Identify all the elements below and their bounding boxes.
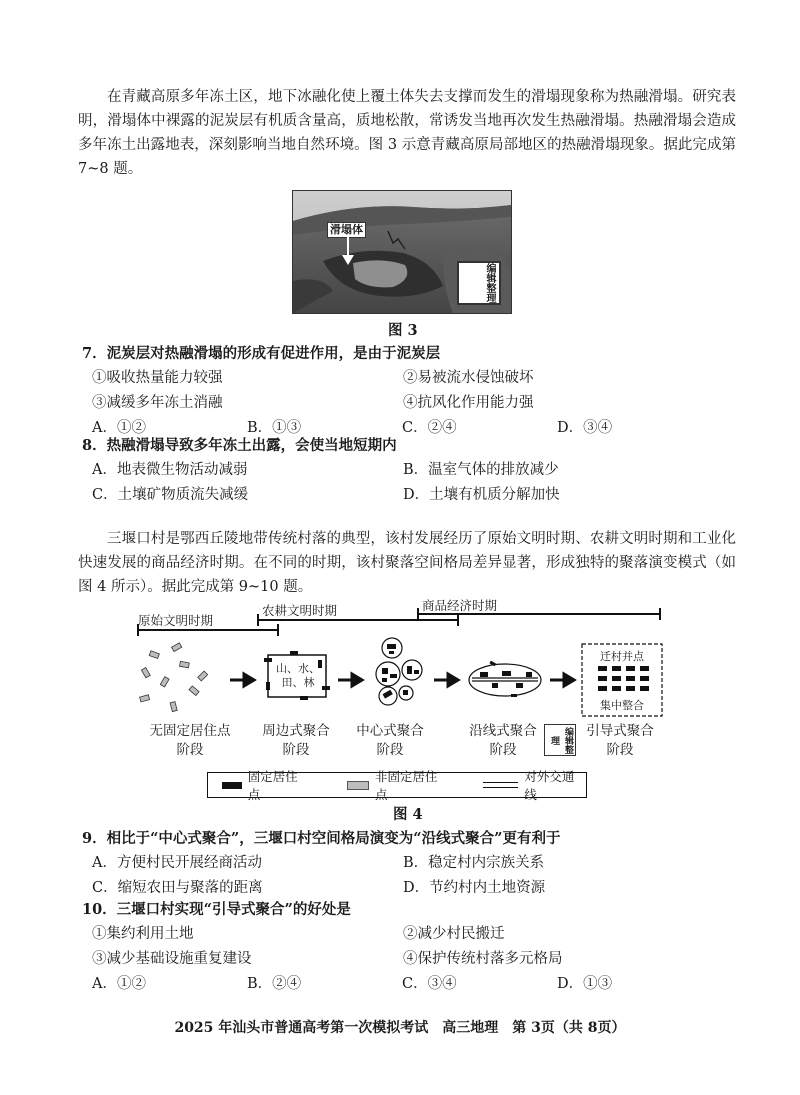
figure-3-photo — [292, 190, 512, 314]
integrate-label: 集中整合 — [600, 699, 644, 712]
stage-label-4 — [443, 722, 563, 760]
slump-body-label: 滑塌体 — [327, 222, 366, 238]
q10-choice-c[interactable]: C．③④ — [402, 976, 457, 992]
question-8-stem: 8．热融滑塌导致多年冻土出露，会使当地短期内 — [82, 437, 397, 454]
stage-4-linear — [469, 661, 541, 697]
stage-2-box-text — [273, 662, 323, 690]
question-10 — [82, 897, 742, 997]
legend-fixed-label: 固定居住点 — [247, 769, 298, 802]
box-text-line: 山、水、 — [276, 662, 320, 675]
stage-suffix: 阶段 — [282, 742, 310, 758]
q8-choice-b[interactable]: B．温室气体的排放减少 — [403, 462, 559, 478]
period-label-agricultural: 农耕文明时期 — [262, 603, 338, 618]
period-label-commodity: 商品经济时期 — [422, 598, 498, 613]
q8-choice-a[interactable]: A．地表微生物活动减弱 — [92, 462, 248, 478]
stage-suffix: 阶段 — [376, 742, 404, 758]
stage-suffix: 阶段 — [489, 742, 517, 758]
arrow-right-icon — [338, 674, 362, 686]
page-footer: 2025 年汕头市普通高考第一次模拟考试 高三地理 第 3页（共 8页） — [174, 1020, 626, 1036]
stage-label-1 — [130, 722, 250, 760]
question-8 — [82, 433, 742, 508]
q8-choice-d[interactable]: D．土壤有机质分解加快 — [403, 487, 560, 503]
q9-choice-d[interactable]: D．节约村内土地资源 — [403, 880, 546, 896]
stage-3-central-clusters — [376, 638, 422, 705]
q7-choice-a[interactable]: A．①② — [92, 420, 146, 436]
q8-choice-c[interactable]: C．土壤矿物质流失减缓 — [92, 487, 249, 503]
q10-item: ③减少基础设施重复建设 — [92, 951, 252, 967]
question-10-stem: 10．三堰口村实现“引导式聚合”的好处是 — [82, 901, 351, 918]
q7-item: ①吸收热量能力较强 — [92, 370, 223, 386]
q7-choice-d[interactable]: D．③④ — [557, 420, 613, 436]
q9-choice-b[interactable]: B．稳定村内宗族关系 — [403, 855, 545, 871]
stage-label-5 — [560, 722, 680, 760]
arrow-right-icon — [230, 674, 254, 686]
passage-1: 在青藏高原多年冻土区，地下冰融化使上覆土体失去支撑而发生的滑塌现象称为热融滑塌。研究表明，滑塌体中裸露的泥炭层有机质含量高，质地松散，常诱发当地再次发生热融滑塌。热融滑塌会造成多年冻土出露地表，深刻影响当地自然环境。图 3 示意青藏高原局部地区的热融滑塌现象。据此完成第 7~8 题。 — [78, 89, 736, 177]
figure-4-caption: 图 4 — [393, 806, 423, 823]
question-9-stem: 9．相比于“中心式聚合”，三堰口村空间格局演变为“沿线式聚合”更有利于 — [82, 830, 561, 847]
legend-road-label: 对外交通线 — [524, 769, 575, 802]
question-7-stem: 7．泥炭层对热融滑塌的形成有促进作用，是由于泥炭层 — [82, 345, 441, 362]
legend-fixed-swatch — [222, 782, 242, 789]
arrow-right-icon — [434, 674, 458, 686]
q10-choice-a[interactable]: A．①② — [92, 976, 146, 992]
relocate-label: 迁村并点 — [600, 650, 644, 663]
watermark-stamp: 编辑整理 — [457, 261, 501, 305]
arrow-right-icon — [550, 674, 574, 686]
q7-item: ③减缓多年冻土消融 — [92, 395, 223, 411]
q9-choice-c[interactable]: C．缩短农田与聚落的距离 — [92, 880, 263, 896]
legend-road-swatch — [483, 782, 518, 788]
stage-1-scattered-points — [140, 643, 208, 712]
question-7 — [82, 341, 742, 441]
q10-choice-d[interactable]: D．①③ — [557, 976, 613, 992]
figure-4-legend — [207, 769, 587, 802]
q10-item: ①集约利用土地 — [92, 926, 194, 942]
passage-2: 三堰口村是鄂西丘陵地带传统村落的典型，该村发展经历了原始文明时期、农耕文明时期和工业化快速发展的商品经济时期。在不同的时期，该村聚落空间格局差异显著，形成独特的聚落演变模式（如图 4 所示）。据此完成第 9~10 题。 — [78, 531, 736, 595]
stage-suffix: 阶段 — [606, 742, 634, 758]
q7-item: ②易被流水侵蚀破坏 — [403, 370, 534, 386]
q9-choice-a[interactable]: A．方便村民开展经商活动 — [92, 855, 262, 871]
q10-choice-b[interactable]: B．②④ — [247, 976, 302, 992]
watermark-stamp: 编辑整理 — [544, 724, 576, 756]
stage-name: 引导式聚合 — [586, 723, 654, 739]
box-text-line: 田、林 — [281, 676, 315, 689]
question-9 — [82, 826, 742, 901]
q7-item: ④抗风化作用能力强 — [403, 395, 534, 411]
legend-nonfixed-swatch — [347, 781, 369, 790]
stage-name: 无固定居住点 — [149, 723, 231, 739]
q7-choice-b[interactable]: B．①③ — [247, 420, 302, 436]
q7-choice-c[interactable]: C．②④ — [402, 420, 457, 436]
q10-item: ②减少村民搬迁 — [403, 926, 505, 942]
legend-nonfixed-label: 非固定居住点 — [375, 769, 438, 802]
stage-label-3 — [330, 722, 450, 760]
figure-3-caption: 图 3 — [388, 322, 418, 339]
arrow-down-icon — [338, 237, 358, 267]
stage-name: 沿线式聚合 — [469, 723, 537, 739]
stage-name: 中心式聚合 — [356, 723, 424, 739]
stage-name: 周边式聚合 — [262, 723, 330, 739]
stage-suffix: 阶段 — [176, 742, 204, 758]
period-label-primitive: 原始文明时期 — [138, 613, 214, 628]
q10-item: ④保护传统村落多元格局 — [403, 951, 563, 967]
